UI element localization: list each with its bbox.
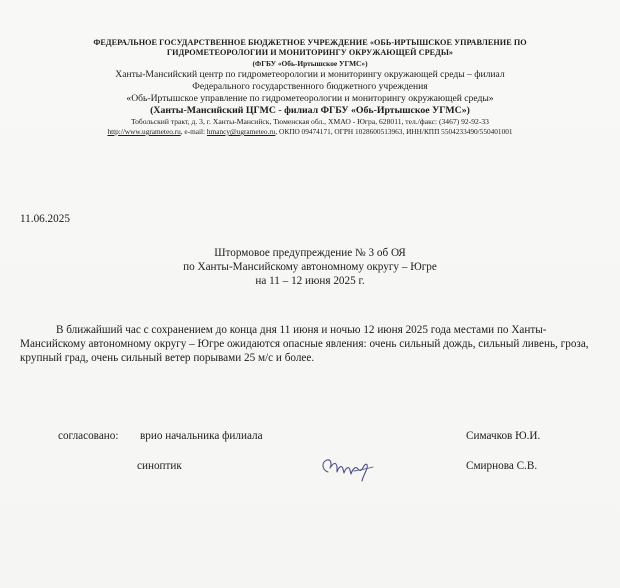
title-line3: на 11 – 12 июня 2025 г.: [255, 275, 365, 287]
registry-numbers: , ОКПО 09474171, ОГРН 1028600513963, ИНН/КПП 5504233490/550401001: [275, 127, 513, 136]
email-prefix: , e-mail:: [180, 127, 207, 136]
org-full-name-line2: ГИДРОМЕТЕОРОЛОГИИ И МОНИТОРИНГУ ОКРУЖАЮЩЕЙ СРЕДЫ»: [166, 48, 454, 57]
org-abbreviation: (ФГБУ «Обь-Иртышское УГМС»): [252, 59, 368, 68]
warning-body: В ближайший час с сохранением до конца дня 11 июня и ночью 12 июня 2025 года местами по Ханты-Мансийскому автономному округу – Югре ожидаются опасные явления: очень сильный дождь, сильный ливень, гроза, крупный град, очень сильный ветер порывами 25 м/с и более.: [20, 324, 589, 365]
document-title: [20, 246, 600, 288]
website-link[interactable]: http://www.ugrameteo.ru: [107, 127, 181, 136]
org-full-name-line1: ФЕДЕРАЛЬНОЕ ГОСУДАРСТВЕННОЕ БЮДЖЕТНОЕ УЧРЕЖДЕНИЕ «ОБЬ-ИРТЫШСКОЕ УПРАВЛЕНИЕ ПО: [93, 38, 527, 47]
branch-short-name: (Ханты-Мансийский ЦГМС - филиал ФГБУ «Обь-Иртышское УГМС»): [150, 105, 470, 116]
approved-label: согласовано:: [58, 430, 119, 442]
approved-name: Симачков Ю.И.: [466, 430, 541, 442]
branch-name-line1: Ханты-Мансийский центр по гидрометеорологии и мониторингу окружающей среды – филиал: [115, 69, 505, 80]
forecaster-name: Смирнова С.В.: [466, 460, 538, 472]
forecaster-signature: [318, 454, 376, 484]
org-address: Тобольский тракт, д. 3, г. Ханты-Мансийск, Тюменская обл., ХМАО - Югра, 628011, тел./факс: (3467) 92-92-33: [131, 117, 489, 126]
org-contacts: [20, 127, 600, 137]
branch-name-line2: Федерального государственного бюджетного учреждения: [192, 81, 428, 92]
title-line1: Штормовое предупреждение № 3 об ОЯ: [214, 247, 406, 259]
email-link[interactable]: hmancy@ugrameteo.ru: [206, 127, 276, 136]
forecaster-role: синоптик: [137, 460, 182, 472]
letterhead: [20, 38, 600, 137]
document-date: 11.06.2025: [20, 213, 70, 225]
title-line2: по Ханты-Мансийскому автономному округу – Югре: [183, 261, 437, 273]
approved-role: врио начальника филиала: [140, 430, 263, 442]
branch-name-line3: «Обь-Иртышское управление по гидрометеорологии и мониторингу окружающей среды»: [126, 93, 494, 104]
